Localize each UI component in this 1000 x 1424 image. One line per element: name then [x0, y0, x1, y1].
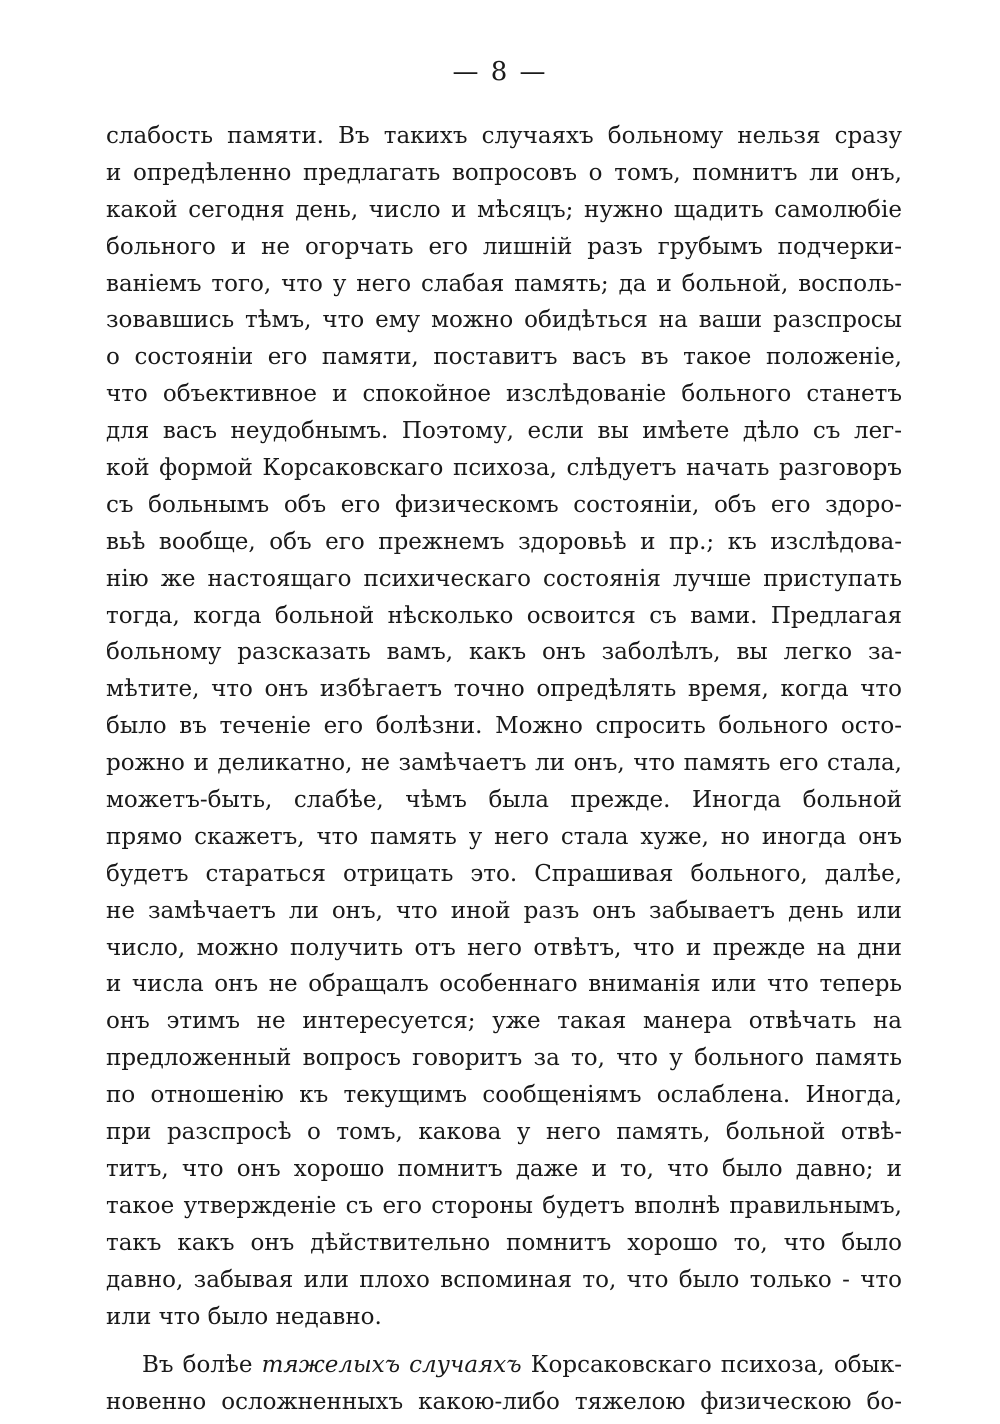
text-line: было въ теченіе его болѣзни. Можно спросить больного осто- — [106, 713, 902, 740]
text-line: рожно и деликатно, не замѣчаетъ ли онъ, что память его стала, — [106, 750, 902, 777]
text-line: новенно осложненныхъ какою-либо тяжелою физическою бо- — [106, 1389, 902, 1416]
text-line: больного и не огорчать его лишній разъ грубымъ подчерки- — [106, 233, 902, 260]
text-line: или что было недавно. — [106, 1303, 382, 1330]
page-number: — 8 — — [452, 57, 548, 87]
text-line: больному разсказать вамъ, какъ онъ заболѣлъ, вы легко за- — [106, 639, 902, 666]
text-line: тогда, когда больной нѣсколько освоится съ вами. Предлагая — [106, 602, 902, 629]
text-line: какой сегодня день, число и мѣсяцъ; нужно щадить самолюбіе — [106, 196, 902, 223]
text-line: зовавшись тѣмъ, что ему можно обидѣться на ваши разспросы — [106, 307, 902, 334]
text-line: что объективное и спокойное изслѣдованіе больного станетъ — [106, 381, 902, 408]
text-line: при разспросѣ о томъ, какова у него память, больной отвѣ- — [106, 1119, 902, 1146]
text-line: мѣтите, что онъ избѣгаетъ точно опредѣлять время, когда что — [106, 676, 902, 703]
text-run: Въ болѣе — [142, 1352, 262, 1379]
text-line: титъ, что онъ хорошо помнитъ даже и то, что было давно; и — [106, 1155, 902, 1182]
text-line: такое утвержденіе съ его стороны будетъ вполнѣ правильнымъ, — [106, 1192, 902, 1219]
italic-emphasis: тяжелыхъ случаяхъ — [261, 1352, 522, 1379]
body-text — [106, 118, 902, 1421]
text-line: предложенный вопросъ говоритъ за то, что у больного память — [106, 1045, 902, 1072]
text-line: можетъ-быть, слабѣе, чѣмъ была прежде. Иногда больной — [106, 787, 902, 814]
text-line: такъ какъ онъ дѣйствительно помнитъ хорошо то, что было — [106, 1229, 902, 1256]
text-line: по отношенію къ текущимъ сообщеніямъ ослаблена. Иногда, — [106, 1082, 902, 1109]
text-run: Корсаковскаго психоза, обык- — [521, 1352, 902, 1379]
text-line: нію же настоящаго психическаго состоянія лучше приступать — [106, 565, 902, 592]
text-line: кой формой Корсаковскаго психоза, слѣдуетъ начать разговоръ — [106, 455, 902, 482]
text-line: и опредѣленно предлагать вопросовъ о томъ, помнитъ ли онъ, — [106, 159, 902, 186]
text-line: для васъ неудобнымъ. Поэтому, если вы имѣете дѣло съ лег- — [106, 418, 902, 445]
text-line: онъ этимъ не интересуется; уже такая манера отвѣчать на — [106, 1008, 902, 1035]
text-line: съ больнымъ объ его физическомъ состояніи, объ его здоро- — [106, 491, 902, 518]
text-line: прямо скажетъ, что память у него стала хуже, но иногда онъ — [106, 823, 902, 850]
paragraph-gap — [106, 1335, 902, 1347]
text-line: ваніемъ того, что у него слабая память; да и больной, восполь- — [106, 270, 902, 297]
text-line: число, можно получить отъ него отвѣтъ, что и прежде на дни — [106, 934, 902, 961]
text-line: давно, забывая или плохо вспоминая то, что было только - что — [106, 1266, 902, 1293]
text-line: будетъ стараться отрицать это. Спрашивая больного, далѣе, — [106, 860, 902, 887]
text-line: и числа онъ не обращалъ особеннаго вниманія или что теперь — [106, 971, 902, 998]
paragraph-1 — [106, 118, 902, 1335]
text-line: о состояніи его памяти, поставитъ васъ въ такое положеніе, — [106, 344, 902, 371]
paragraph-2 — [106, 1347, 902, 1421]
text-line: не замѣчаетъ ли онъ, что иной разъ онъ забываетъ день или — [106, 897, 902, 924]
text-line: вьѣ вообще, объ его прежнемъ здоровьѣ и пр.; къ изслѣдова- — [106, 528, 902, 555]
text-line — [106, 1347, 902, 1384]
text-line: слабость памяти. Въ такихъ случаяхъ больному нельзя сразу — [106, 123, 902, 149]
